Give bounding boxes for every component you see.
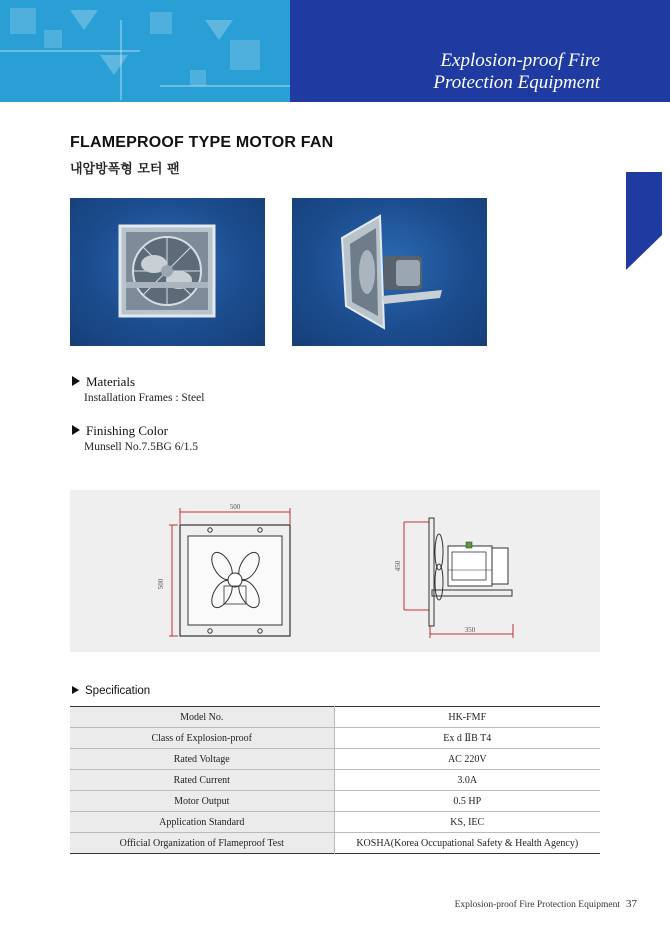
- side-view: [394, 518, 513, 638]
- spec-label-output: Motor Output: [70, 791, 334, 812]
- header-banner: [0, 0, 670, 102]
- banner-title-line1: Explosion-proof Fire: [440, 50, 600, 71]
- page-number: 37: [626, 898, 637, 910]
- bullet-triangle-icon: [72, 376, 80, 386]
- spec-value-model: HK-FMF: [448, 711, 487, 723]
- page-subtitle-korean: 내압방폭형 모터 팬: [70, 162, 180, 177]
- materials-heading: [72, 374, 135, 390]
- side-height-label: 450: [394, 560, 402, 572]
- front-view: [157, 503, 290, 636]
- finishing-title: Finishing Color: [86, 423, 168, 438]
- product-photo-side: [292, 198, 487, 346]
- spec-value-class: Ex d ⅡB T4: [443, 732, 492, 744]
- footer-text: Explosion-proof Fire Protection Equipment: [454, 900, 620, 910]
- side-depth-label: 350: [464, 626, 476, 634]
- table-row: [70, 707, 600, 728]
- page-footer: [455, 898, 637, 910]
- dimension-drawing: [70, 490, 600, 652]
- table-row: [70, 812, 600, 833]
- specification-title: Specification: [85, 685, 151, 697]
- specification-table: [70, 706, 600, 854]
- spec-value-voltage: AC 220V: [447, 753, 487, 765]
- spec-label-voltage: Rated Voltage: [70, 749, 334, 770]
- fan-front-illustration: [70, 198, 265, 346]
- spec-value-organization: KOSHA(Korea Occupational Safety & Health Agency): [356, 837, 579, 849]
- spec-label-organization: Official Organization of Flameproof Test: [70, 833, 334, 854]
- table-row: [70, 833, 600, 854]
- spec-value-standard: KS, IEC: [450, 816, 485, 828]
- specification-heading: [72, 685, 150, 697]
- spec-value-output: 0.5 HP: [453, 795, 482, 807]
- finishing-text: Munsell No.7.5BG 6/1.5: [84, 441, 199, 453]
- spec-label-model: Model No.: [70, 707, 334, 728]
- spec-label-standard: Application Standard: [70, 812, 334, 833]
- finishing-heading: [72, 423, 168, 439]
- table-row: [70, 749, 600, 770]
- fan-side-illustration: [292, 198, 487, 346]
- section-side-tab-notch: [626, 235, 662, 270]
- bullet-triangle-icon: [72, 686, 79, 694]
- page-title: FLAMEPROOF TYPE MOTOR FAN: [70, 134, 334, 151]
- table-row: [70, 728, 600, 749]
- spec-label-current: Rated Current: [70, 770, 334, 791]
- spec-label-class: Class of Explosion-proof: [70, 728, 334, 749]
- front-height-label: 500: [157, 578, 165, 590]
- product-photo-front: [70, 198, 265, 346]
- banner-decoration: [0, 0, 290, 102]
- materials-text: Installation Frames : Steel: [84, 392, 205, 404]
- table-row: [70, 791, 600, 812]
- bullet-triangle-icon: [72, 425, 80, 435]
- table-row: [70, 770, 600, 791]
- banner-title-line2: Protection Equipment: [433, 72, 600, 93]
- banner-title: [433, 50, 600, 94]
- technical-drawing: [70, 490, 600, 652]
- materials-title: Materials: [86, 374, 136, 389]
- spec-value-current: 3.0A: [457, 774, 478, 786]
- front-width-label: 500: [229, 503, 241, 511]
